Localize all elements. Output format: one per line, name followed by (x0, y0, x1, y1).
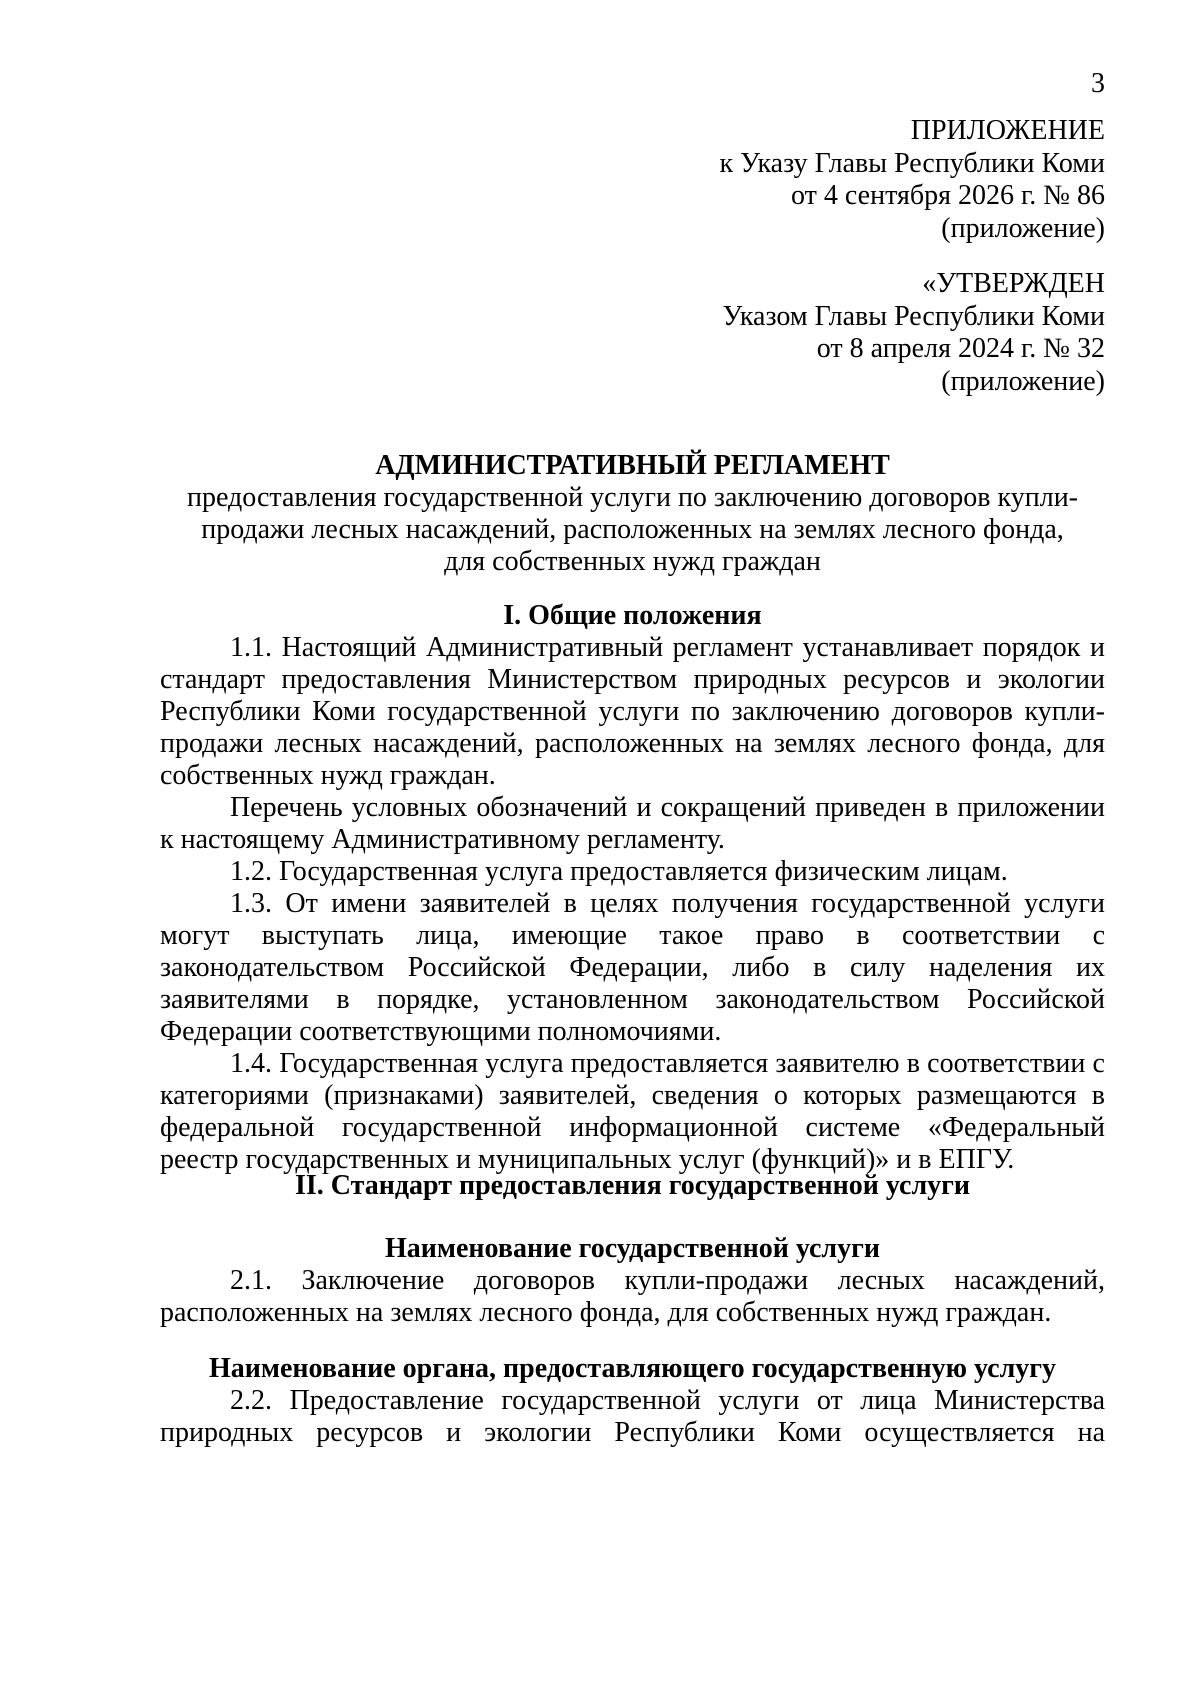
approved-date: от 8 апреля 2024 г. № 32 (816, 333, 1105, 364)
section-standard-heading-block (160, 1170, 1105, 1202)
section-heading: II. Стандарт предоставления государственной услуги (294, 1170, 971, 1201)
paragraph-1-3: 1.3. От имени заявителей в целях получения государственной услуги могут выступать лица, имеющие такое право в соответствии с законодательством Российской Федерации, либо в силу наделения их заявителями в порядке, установленном законодательством Российской Федерации соответствующими полномочиями. (160, 888, 1105, 1047)
paragraph-1-4: 1.4. Государственная услуга предоставляется заявителю в соответствии с категориями (признаками) заявителей, сведения о которых размещаются в федеральной государственной информационной системе «Федеральный реестр государственных и муниципальных услуг (функций)» и в ЕПГУ. (160, 1048, 1105, 1175)
appendix-date: от 4 сентября 2026 г. № 86 (791, 180, 1105, 211)
appendix-label: ПРИЛОЖЕНИЕ (910, 115, 1105, 146)
approved-reference: Указом Главы Республики Коми (722, 300, 1105, 332)
paragraph-2-1: 2.1. Заключение договоров купли-продажи лесных насаждений, расположенных на землях лесного фонда, для собственных нужд граждан. (160, 1265, 1105, 1328)
section-heading: I. Общие положения (503, 600, 762, 631)
paragraph-2-2: 2.2. Предоставление государственной услуги от лица Министерства природных ресурсов и экологии Республики Коми осуществляется на (160, 1385, 1105, 1448)
subsection-heading: Наименование органа, предоставляющего государственную услугу (208, 1353, 1057, 1384)
document-subtitle-line: предоставления государственной услуги по заключению договоров купли- (187, 482, 1078, 513)
appendix-header (720, 115, 1105, 245)
appendix-reference: к Указу Главы Республики Коми (719, 147, 1105, 179)
page-number: 3 (1091, 68, 1105, 99)
paragraph-abbreviations: Перечень условных обозначений и сокращений приведен в приложении к настоящему Административному регламенту. (160, 792, 1105, 855)
subsection-heading: Наименование государственной услуги (385, 1233, 880, 1264)
approved-label: «УТВЕРЖДЕН (922, 268, 1105, 299)
document-title: АДМИНИСТРАТИВНЫЙ РЕГЛАМЕНТ (375, 450, 890, 481)
document-subtitle-line: продажи лесных насаждений, расположенных на землях лесного фонда, (201, 514, 1064, 545)
approved-header (723, 268, 1105, 398)
section-general (160, 600, 1105, 1176)
approved-note: (приложение) (941, 365, 1105, 397)
document-subtitle-line: для собственных нужд граждан (444, 546, 821, 577)
subsection-service-name (160, 1233, 1105, 1329)
subsection-authority (160, 1353, 1105, 1449)
paragraph-1-2: 1.2. Государственная услуга предоставляется физическим лицам. (230, 856, 1008, 887)
paragraph-1-1: 1.1. Настоящий Административный регламент устанавливает порядок и стандарт предоставления Министерством природных ресурсов и экологии Республики Коми государственной услуги по заключению договоров купли-продажи лесных насаждений, расположенных на землях лесного фонда, для собственных нужд граждан. (160, 632, 1105, 791)
appendix-note: (приложение) (941, 212, 1105, 244)
document-title-block (160, 450, 1105, 578)
